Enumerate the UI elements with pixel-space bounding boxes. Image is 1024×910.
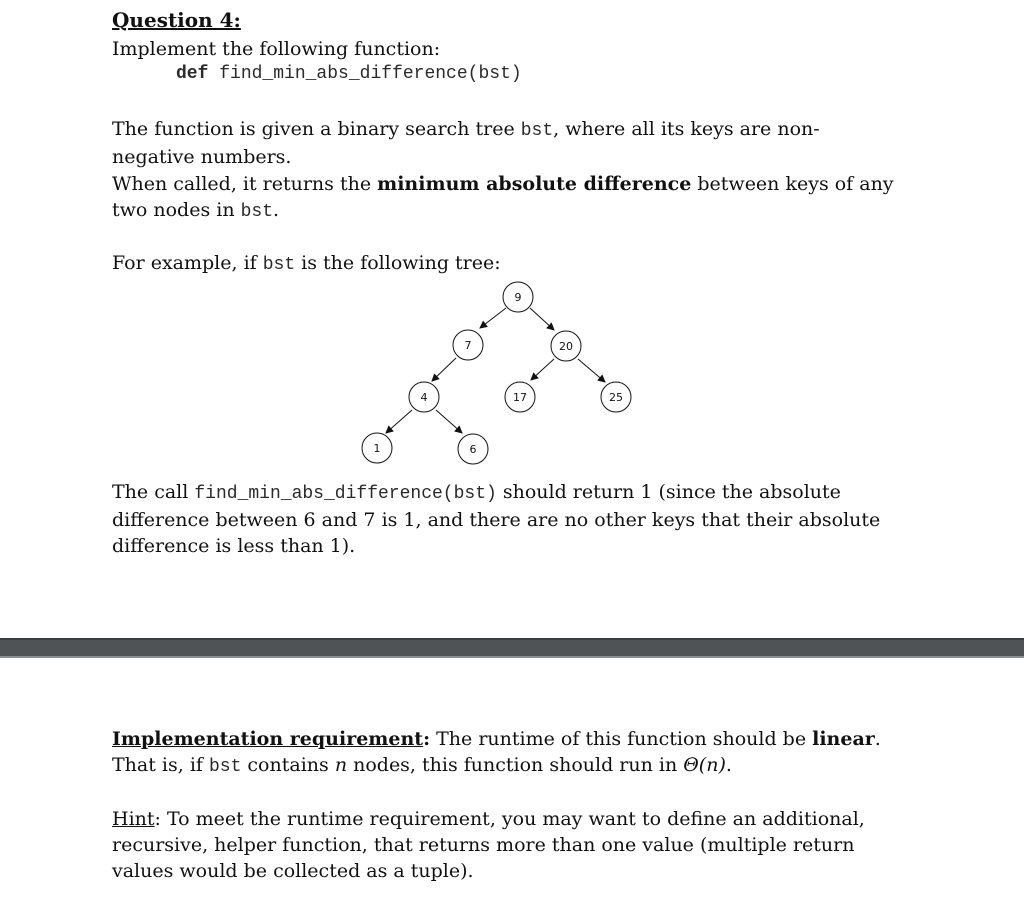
def-keyword: def bbox=[176, 64, 209, 84]
bst-diagram bbox=[350, 278, 650, 468]
node-key: 9 bbox=[514, 291, 522, 304]
bst-code: bst bbox=[520, 121, 554, 141]
hint-label: Hint bbox=[112, 808, 155, 830]
question-title: Question 4: bbox=[112, 8, 241, 32]
implementation-requirement bbox=[112, 726, 902, 780]
node-key: 4 bbox=[420, 391, 428, 404]
text: : To meet the runtime requirement, you may want to define an additional, recursive, helper function, that returns more than one value (multiple return values would be collected as a tuple). bbox=[112, 808, 865, 882]
text: The function is given a binary search tree bbox=[112, 118, 521, 140]
edge-4-6 bbox=[436, 410, 462, 433]
bst-code: bst bbox=[208, 757, 242, 777]
text: between keys of any two nodes in bbox=[112, 173, 894, 221]
text: . bbox=[725, 754, 732, 776]
text: . bbox=[273, 199, 280, 221]
bst-code: bst bbox=[262, 255, 296, 275]
text: The call bbox=[112, 481, 195, 503]
node-key: 20 bbox=[559, 340, 573, 353]
text: The runtime of this function should be bbox=[430, 728, 813, 750]
edge-9-7 bbox=[480, 308, 506, 328]
requirement-label: Implementation requirement bbox=[112, 728, 424, 750]
edge-20-25 bbox=[578, 359, 605, 382]
text: , where all its keys are non-negative numbers. bbox=[112, 118, 820, 168]
text: When called, it returns the bbox=[112, 173, 378, 195]
text: : bbox=[423, 728, 431, 750]
node-key: 1 bbox=[373, 442, 381, 455]
node-key: 7 bbox=[464, 339, 472, 352]
edge-20-17 bbox=[531, 359, 554, 380]
bold-phrase: minimum absolute difference bbox=[377, 173, 692, 195]
function-name: find_min_abs_difference(bst) bbox=[219, 64, 522, 84]
page-divider bbox=[0, 638, 1024, 658]
call-code: find_min_abs_difference(bst) bbox=[194, 484, 497, 504]
text: should return 1 (since the absolute difference between 6 and 7 is 1, and there are no other keys that their absolute difference is less than 1). bbox=[112, 481, 881, 557]
text: For example, if bbox=[112, 252, 263, 274]
description-paragraph-1 bbox=[112, 116, 902, 170]
question-intro: Implement the following function: bbox=[112, 38, 441, 60]
example-result bbox=[112, 479, 902, 559]
text: contains bbox=[241, 754, 335, 776]
hint-paragraph bbox=[112, 806, 902, 884]
text: . That is, if bbox=[112, 728, 881, 776]
linear-bold: linear bbox=[812, 728, 875, 750]
description-paragraph-2 bbox=[112, 171, 902, 225]
edge-7-4 bbox=[432, 358, 456, 381]
node-key: 25 bbox=[609, 391, 623, 404]
node-key: 6 bbox=[469, 443, 477, 456]
text: is the following tree: bbox=[295, 252, 501, 274]
example-lead bbox=[112, 250, 902, 278]
math-theta: Θ(n) bbox=[683, 754, 726, 776]
bst-code: bst bbox=[240, 202, 274, 222]
node-key: 17 bbox=[513, 391, 527, 404]
text: nodes, this function should run in bbox=[347, 754, 684, 776]
edge-4-1 bbox=[386, 410, 412, 433]
function-signature bbox=[176, 64, 522, 84]
edge-9-20 bbox=[530, 308, 554, 330]
math-n: n bbox=[334, 754, 348, 776]
